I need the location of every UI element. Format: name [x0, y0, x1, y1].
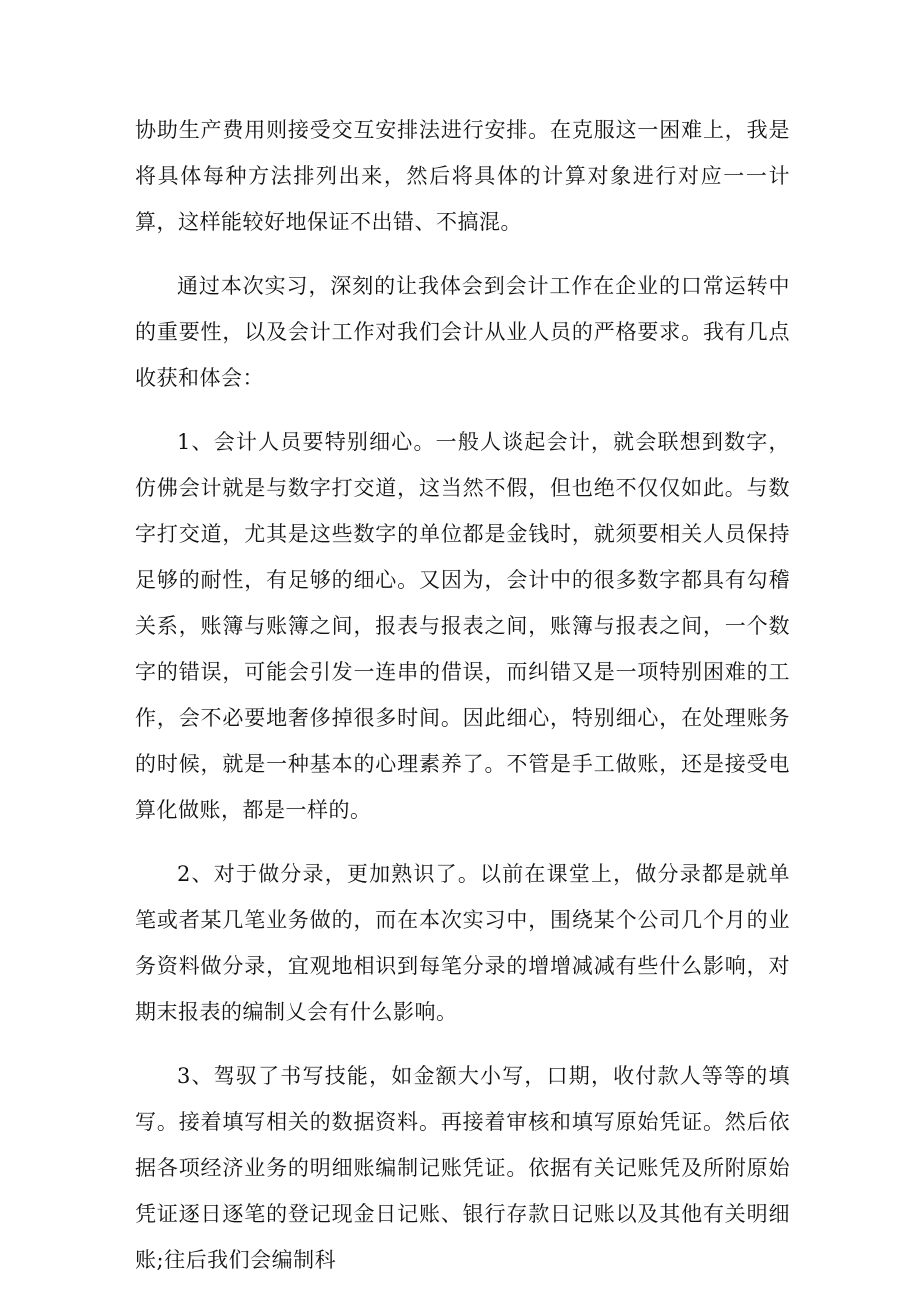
- paragraph-4: 2、对于做分录，更加熟识了。以前在课堂上，做分录都是就单笔或者某几笔业务做的，而在本次实习中，围绕某个公司几个月的业务资料做分录，宜观地相识到每笔分录的增增减减有些什么影响，对期末报表的编制乂会有什么影响。: [135, 862, 790, 1024]
- paragraph-3: 1、会计人员要特别细心。一般人谈起会计，就会联想到数字，仿佛会计就是与数字打交道，这当然不假，但也绝不仅仅如此。与数字打交道，尤其是这些数字的单位都是金钱时，就须要相关人员保持足够的耐性，有足够的细心。又因为，会计中的很多数字都具有勾稽关系，账簿与账簿之间，报表与报表之间，账簿与报表之间，一个数字的错误，可能会引发一连串的借误，而纠错又是一项特别困难的工作，会不必要地奢侈掉很多时间。因此细心，特别细心，在处理账务的时候，就是一种基本的心理素养了。不管是手工做账，还是接受电算化做账，都是一样的。: [135, 430, 790, 822]
- paragraph-2: 通过本次实习，深刻的让我体会到会计工作在企业的口常运转中的重要性，以及会计工作对我们会计从业人员的严格要求。我有几点收获和体会：: [135, 274, 790, 390]
- paragraph-5: 3、驾驭了书写技能，如金额大小写，口期，收付款人等等的填写。接着填写相关的数据资料。再接着审核和填写原始凭证。然后依据各项经济业务的明细账编制记账凭证。依据有关记账凭及所附原始凭证逐日逐笔的登记现金日记账、银行存款日记账以及其他有关明细账;往后我们会编制科: [135, 1064, 790, 1272]
- document-page: [135, 107, 790, 1301]
- paragraph-1: 协助生产费用则接受交互安排法进行安排。在克服这一困难上，我是将具体每种方法排列出来，然后将具体的计算对象进行对应一一计算，这样能较好地保证不出错、不搞混。: [135, 118, 790, 234]
